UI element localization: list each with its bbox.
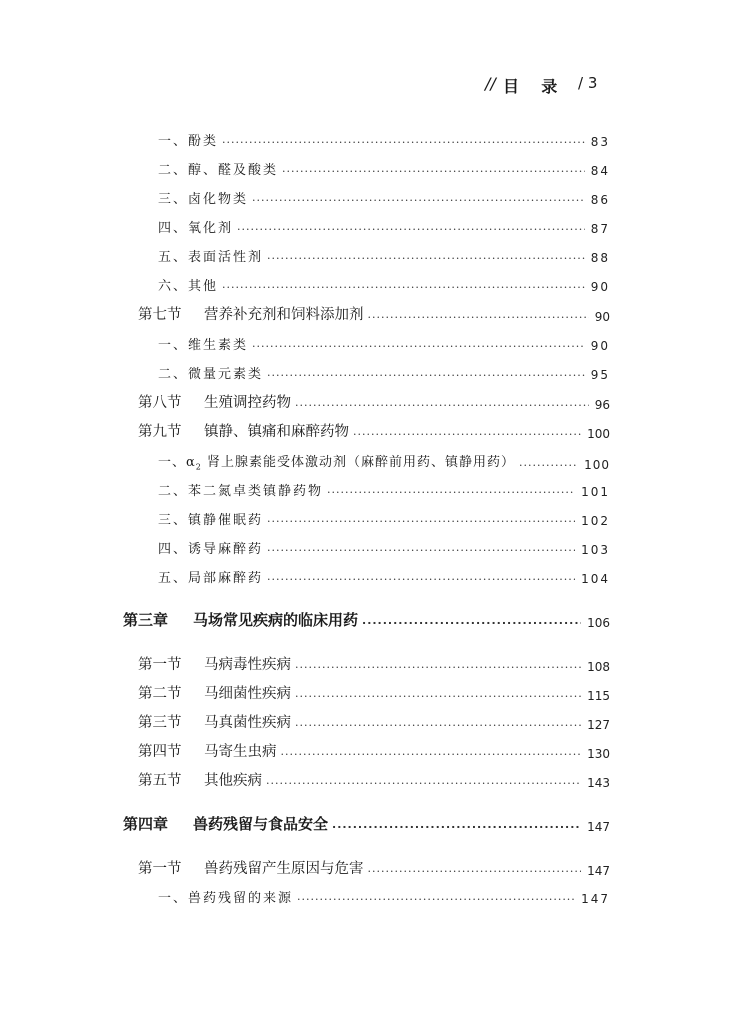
toc-page-number: 147 [587, 820, 610, 834]
toc-page-number: 90 [594, 310, 610, 324]
toc-page-number: 95 [590, 368, 610, 382]
toc-page-number: 90 [590, 339, 610, 353]
header-page-number: / 3 [578, 74, 598, 92]
section-title: 营养补充剂和饲料添加剂 [204, 307, 364, 323]
toc-section-heading [138, 769, 266, 790]
toc-page-number: 103 [581, 543, 610, 557]
leader-dots [266, 775, 581, 787]
toc-page-number: 143 [587, 776, 610, 790]
leader-dots [282, 163, 585, 175]
leader-dots [295, 717, 581, 729]
chapter-title: 兽药残留与食品安全 [193, 815, 329, 833]
toc-entry-label: 三、卤化物类 [158, 192, 249, 207]
leader-dots [267, 367, 585, 379]
chapter-title: 马场常见疾病的临床用药 [193, 611, 359, 629]
section-code: 第七节 [138, 307, 182, 323]
leader-dots [362, 615, 581, 627]
toc-page-number: 100 [584, 457, 610, 472]
section-code: 第一节 [138, 657, 182, 673]
toc-section-heading [138, 420, 353, 441]
header-mark: // [485, 74, 496, 93]
toc-entry-label: 二、微量元素类 [158, 367, 264, 382]
section-title: 兽药残留产生原因与危害 [204, 861, 364, 877]
toc-chapter-3[interactable] [123, 609, 610, 630]
toc-page-number: 87 [590, 222, 610, 236]
leader-dots [353, 426, 581, 438]
toc-entry-sedative-hypnotics[interactable] [158, 509, 610, 528]
toc-page-number: 86 [590, 193, 610, 207]
toc-entry-label: 三、镇静催眠药 [158, 513, 264, 528]
toc-page-number: 90 [590, 280, 610, 294]
toc-section-heading [138, 303, 368, 324]
leader-dots [295, 659, 581, 671]
toc-page-number: 101 [581, 485, 610, 499]
toc-chapter-heading [123, 609, 362, 630]
section-code: 第五节 [138, 773, 182, 789]
toc-section-heading [138, 653, 295, 674]
section-code: 第九节 [138, 424, 182, 440]
toc-ch3-section-4[interactable] [138, 740, 610, 761]
section-title: 马真菌性疾病 [204, 715, 291, 731]
running-header [0, 74, 730, 98]
toc-entry-trace-elements[interactable] [158, 363, 610, 382]
leader-dots [252, 338, 585, 350]
toc-page-number: 147 [581, 892, 610, 906]
toc-page-number: 96 [594, 398, 610, 412]
section-code: 第四节 [138, 744, 182, 760]
toc-page-number: 127 [587, 718, 610, 732]
toc-ch4-section-1[interactable] [138, 857, 610, 878]
toc-entry-induction-anesthetics[interactable] [158, 538, 610, 557]
toc-page-number: 106 [587, 616, 610, 630]
toc-entry-label: 一、兽药残留的来源 [158, 891, 294, 906]
toc-section-heading [138, 857, 368, 878]
toc-section-heading [138, 740, 281, 761]
leader-dots [267, 542, 575, 554]
toc-ch3-section-5[interactable] [138, 769, 610, 790]
toc-entry-label: 一、酚类 [158, 134, 219, 149]
leader-dots [297, 891, 575, 903]
leader-dots [222, 134, 585, 146]
toc-entry-label: 一、维生素类 [158, 338, 249, 353]
section-title: 马寄生虫病 [204, 744, 277, 760]
section-title: 马病毒性疾病 [204, 657, 291, 673]
section-code: 第三节 [138, 715, 182, 731]
leader-dots [332, 819, 581, 831]
toc-entry-label: 二、醇、醛及酸类 [158, 163, 279, 178]
toc-entry-label: 五、局部麻醉药 [158, 571, 264, 586]
toc-page-number: 147 [587, 864, 610, 878]
toc-entry-local-anesthetics[interactable] [158, 567, 610, 586]
entry-prefix: 一、α [158, 455, 196, 470]
chapter-code: 第三章 [123, 611, 169, 629]
section-title: 生殖调控药物 [204, 395, 291, 411]
toc-chapter-heading [123, 813, 332, 834]
leader-dots [368, 309, 589, 321]
leader-dots [267, 513, 575, 525]
toc-ch3-section-1[interactable] [138, 653, 610, 674]
alpha-subscript: 2 [195, 462, 202, 472]
toc-section-heading [138, 711, 295, 732]
leader-dots [368, 863, 582, 875]
toc-section-heading [138, 682, 295, 703]
toc-entry-label [158, 451, 519, 472]
leader-dots [295, 688, 581, 700]
section-title: 马细菌性疾病 [204, 686, 291, 702]
toc-section-7[interactable] [138, 303, 610, 324]
toc-page-number: 104 [581, 572, 610, 586]
leader-dots [222, 279, 585, 291]
toc-page-number: 130 [587, 747, 610, 761]
leader-dots [295, 397, 589, 409]
toc-entry-others[interactable] [158, 275, 610, 294]
leader-dots [267, 250, 585, 262]
section-title: 其他疾病 [204, 773, 262, 789]
toc-page-number: 102 [581, 514, 610, 528]
toc-chapter-4[interactable] [123, 813, 610, 834]
toc-entry-phenols[interactable] [158, 130, 610, 149]
toc-entry-label: 四、诱导麻醉药 [158, 542, 264, 557]
toc-page-number: 108 [587, 660, 610, 674]
leader-dots [267, 571, 575, 583]
toc-ch3-section-3[interactable] [138, 711, 610, 732]
toc-section-heading [138, 391, 295, 412]
header-title: 目 录 [503, 77, 558, 96]
toc-ch3-section-2[interactable] [138, 682, 610, 703]
toc-entry-alpha2-agonists[interactable] [158, 451, 610, 472]
toc-entry-label: 四、氧化剂 [158, 221, 234, 236]
toc-entry-label: 二、苯二氮卓类镇静药物 [158, 484, 324, 499]
toc-section-9[interactable] [138, 420, 610, 441]
toc-page-number: 88 [590, 251, 610, 265]
toc-section-8[interactable] [138, 391, 610, 412]
toc-entry-residue-sources[interactable] [158, 887, 610, 906]
leader-dots [281, 746, 582, 758]
toc-page-number: 115 [587, 689, 610, 703]
leader-dots [237, 221, 585, 233]
chapter-code: 第四章 [123, 815, 169, 833]
toc-entry-alcohols[interactable] [158, 159, 610, 178]
section-code: 第一节 [138, 861, 182, 877]
toc-entry-label: 六、其他 [158, 279, 219, 294]
leader-dots [327, 484, 575, 496]
toc-entry-vitamins[interactable] [158, 334, 610, 353]
toc-entry-label: 五、表面活性剂 [158, 250, 264, 265]
section-code: 第二节 [138, 686, 182, 702]
toc-entry-benzodiazepines[interactable] [158, 480, 610, 499]
toc-page-number: 84 [590, 164, 610, 178]
leader-dots [519, 457, 578, 469]
section-title: 镇静、镇痛和麻醉药物 [204, 424, 349, 440]
section-code: 第八节 [138, 395, 182, 411]
toc-entry-halides[interactable] [158, 188, 610, 207]
toc-page-number: 100 [587, 427, 610, 441]
entry-title: 肾上腺素能受体激动剂（麻醉前用药、镇静用药） [201, 455, 516, 470]
toc-entry-surfactants[interactable] [158, 246, 610, 265]
toc-page-number: 83 [590, 135, 610, 149]
toc-entry-oxidants[interactable] [158, 217, 610, 236]
leader-dots [252, 192, 585, 204]
